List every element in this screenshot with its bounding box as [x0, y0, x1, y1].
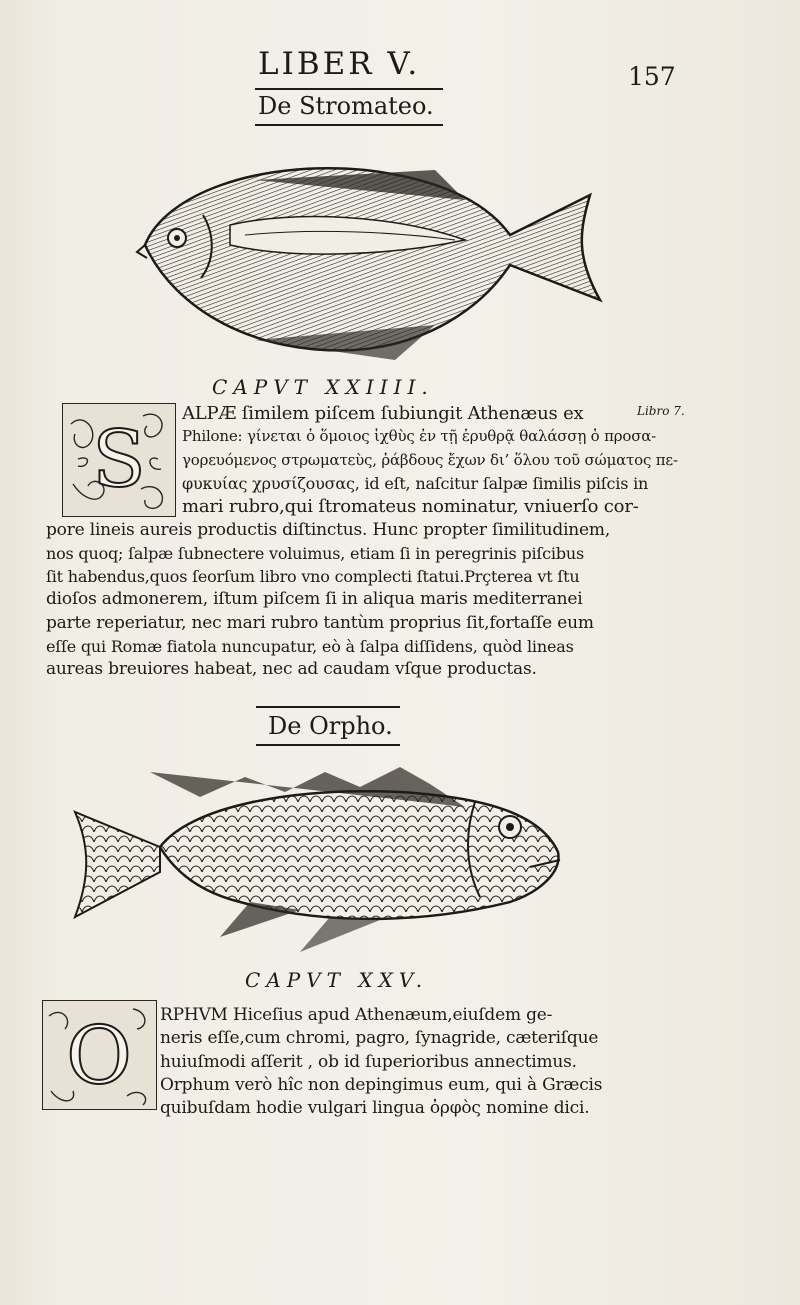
- title-rule-bottom-2: [256, 744, 400, 746]
- section-title-orphus: De Orpho.: [268, 712, 393, 740]
- chapter-heading-24: CAPVT XXIIII.: [212, 375, 434, 399]
- decorated-initial-o: [42, 1000, 157, 1110]
- page-number: 157: [628, 62, 676, 91]
- text-line: Orphum verò hîc non depingimus eum, qui à Græcis: [160, 1074, 603, 1095]
- text-line: nos quoq; ſalpæ ſubnectere voluimus, etiam ſi in peregrinis piſcibus: [46, 543, 584, 563]
- stromateus-fish-woodcut: [135, 140, 610, 365]
- decorated-initial-s: [62, 403, 176, 517]
- chapter-heading-25: CAPVT XXV.: [245, 968, 429, 992]
- text-line: dioſos admonerem, iſtum piſcem ſi in aliqua maris mediterranei: [46, 589, 583, 610]
- title-rule-top: [255, 88, 443, 90]
- text-line: φυκυίας χρυσίζουσας, id eſt, naſcitur ſalpæ ſimilis piſcis in: [182, 473, 649, 493]
- text-line: RPHVM Hiceſius apud Athenæum,eiuſdem ge-: [160, 1005, 553, 1025]
- initial-letter-s: S: [92, 415, 146, 505]
- title-rule-top-2: [256, 706, 400, 708]
- running-head: LIBER V.: [258, 46, 421, 82]
- text-line: huiuſmodi aſſerit , ob id ſuperioribus annectimus.: [160, 1051, 577, 1072]
- section-title-stromateus: De Stromateo.: [258, 92, 434, 120]
- text-line: pore lineis aureis productis diſtinctus. Hunc propter ſimilitudinem,: [46, 519, 611, 540]
- text-line: ALPÆ ſimilem piſcem ſubiungit Athenæus ex: [182, 403, 584, 424]
- paragraph-stromateus-full: [46, 519, 626, 682]
- title-rule-bottom: [255, 124, 443, 126]
- text-line: aureas breuiores habeat, nec ad caudam vſque productas.: [46, 659, 537, 680]
- text-line: eſſe qui Romæ fiatola nuncupatur, eò à ſalpa diſſidens, quòd lineas: [46, 636, 574, 656]
- text-line: ſit habendus,quos ſeorſum libro vno complecti ſtatui.Prçterea vt ſtu: [46, 567, 580, 587]
- orphus-fish-woodcut: [70, 752, 570, 957]
- text-line: neris eſſe,cum chromi, pagro, ſynagride, cæteriſque: [160, 1028, 599, 1049]
- initial-letter-o: O: [66, 1009, 132, 1102]
- text-line: mari rubro,qui ſtromateus nominatur, vniuerſo cor-: [182, 496, 639, 518]
- text-line: quibuſdam hodie vulgari lingua ὀρφὸς nomine dici.: [160, 1098, 590, 1119]
- margin-note: Libro 7.: [637, 404, 685, 418]
- text-line: parte reperiatur, nec mari rubro tantùm proprius ſit,fortaſſe eum: [46, 612, 594, 633]
- text-line: γορευόμενος στρωματεὺς, ῥάβδους ἔχων δι’ ὅλου τοῦ σώματος πε-: [182, 450, 678, 469]
- paragraph-orphus: [160, 1004, 620, 1120]
- text-line: Philone: γίνεται ὁ ὅμοιος ἰχθὺς ἐν τῇ ἐρυθρᾷ θαλάσσῃ ὁ προσα-: [182, 427, 657, 446]
